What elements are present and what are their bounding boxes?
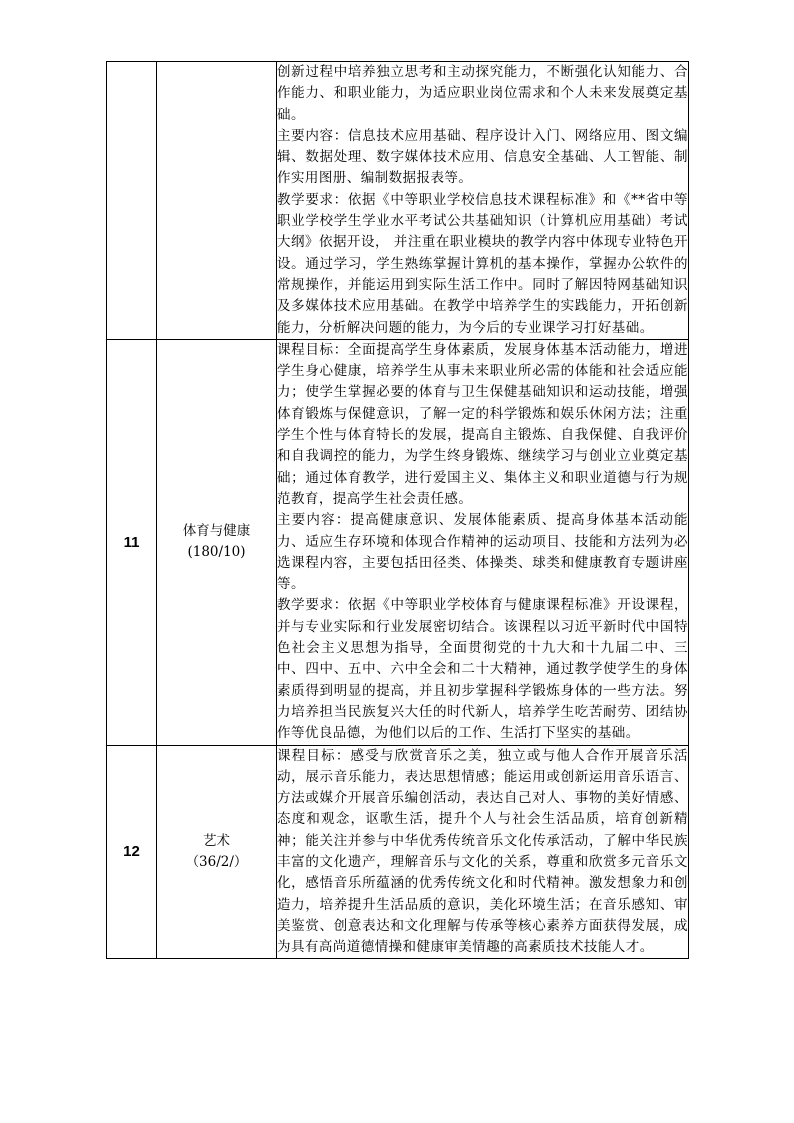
- course-name: 艺术: [203, 832, 230, 849]
- course-number: [107, 62, 157, 340]
- table-row: [107, 339, 689, 745]
- course-hours: （36/2/）: [185, 853, 248, 870]
- course-number: 11: [107, 339, 157, 745]
- course-name-cell: [157, 339, 277, 745]
- course-name-cell: [157, 62, 277, 340]
- course-name: 体育与健康: [182, 523, 251, 540]
- course-description: [277, 339, 689, 745]
- description-paragraph: 教学要求：依据《中等职业学校信息技术课程标准》和《**省中等职业学校学生学业水平考试公共基础知识（计算机应用基础）考试大纲》依据开设， 并注重在职业模块的教学内容中体现专业特色开设。通过学习，学生熟练掌握计算机的基本操作，掌握办公软件的常规操作，并能运用到实际生活工作中。同时了解因特网基础知识及多媒体技术应用基础。在教学中培养学生的实践能力，开拓创新能力，分析解决问题的能力，为今后的专业课学习打好基础。: [277, 191, 688, 336]
- table-row: [107, 745, 689, 959]
- description-paragraph: 主要内容：提高健康意识、发展体能素质、提高身体基本活动能力、适应生存环境和体现合作精神的运动项目、技能和方法列为必选课程内容，主要包括田径类、体操类、球类和健康教育专题讲座等。: [277, 512, 688, 593]
- course-number: 12: [107, 745, 157, 959]
- course-hours: (180/10): [187, 544, 246, 561]
- course-description: [277, 745, 689, 959]
- description-paragraph: 课程目标：感受与欣赏音乐之美，独立或与他人合作开展音乐活动，展示音乐能力，表达思想情感；能运用或创新运用音乐语言、方法或媒介开展音乐编创活动，表达自己对人、事物的美好情感、态度和观念，讴歌生活，提升个人与社会生活品质，培育创新精神；能关注并参与中华优秀传统音乐文化传承活动，了解中华民族丰富的文化遗产，理解音乐与文化的关系，尊重和欣赏多元音乐文化，感悟音乐所蕴涵的优秀传统文化和时代精神。激发想象力和创造力，培养提升生活品质的意识，美化环境生活；在音乐感知、审美鉴赏、创意表达和文化理解与传承等核心素养方面获得发展，成为具有高尚道德情操和健康审美情趣的高素质技术技能人才。: [277, 747, 688, 956]
- description-paragraph: 创新过程中培养独立思考和主动探究能力，不断强化认知能力、合作能力、和职业能力，为适应职业岗位需求和个人未来发展奠定基础。: [277, 64, 688, 123]
- description-paragraph: 课程目标：全面提高学生身体素质，发展身体基本活动能力，增进学生身心健康，培养学生从事未来职业所必需的体能和社会适应能力；使学生掌握必要的体育与卫生保健基础知识和运动技能，增强体育锻炼与保健意识，了解一定的科学锻炼和娱乐休闲方法；注重学生个性与体育特长的发展，提高自主锻炼、自我保健、自我评价和自我调控的能力，为学生终身锻炼、继续学习与创业立业奠定基础；通过体育教学，进行爱国主义、集体主义和职业道德与行为规范教育，提高学生社会责任感。: [277, 341, 688, 507]
- course-table: [106, 61, 689, 959]
- course-name-cell: [157, 745, 277, 959]
- table-row: [107, 62, 689, 340]
- description-paragraph: 主要内容：信息技术应用基础、程序设计入门、网络应用、图文编辑、数据处理、数字媒体技术应用、信息安全基础、人工智能、制作实用图册、编制数据报表等。: [277, 127, 688, 187]
- description-paragraph: 教学要求：依据《中等职业学校体育与健康课程标准》开设课程，并与专业实际和行业发展密切结合。该课程以习近平新时代中国特色社会主义思想为指导，全面贯彻党的十九大和十九届二中、三中、四中、五中、六中全会和二十大精神，通过教学使学生的身体素质得到明显的提高，并且初步掌握科学锻炼身体的一些方法。努力培养担当民族复兴大任的时代新人，培养学生吃苦耐劳、团结协作等优良品德，为他们以后的工作、生活打下坚实的基础。: [277, 597, 688, 742]
- course-description: [277, 62, 689, 340]
